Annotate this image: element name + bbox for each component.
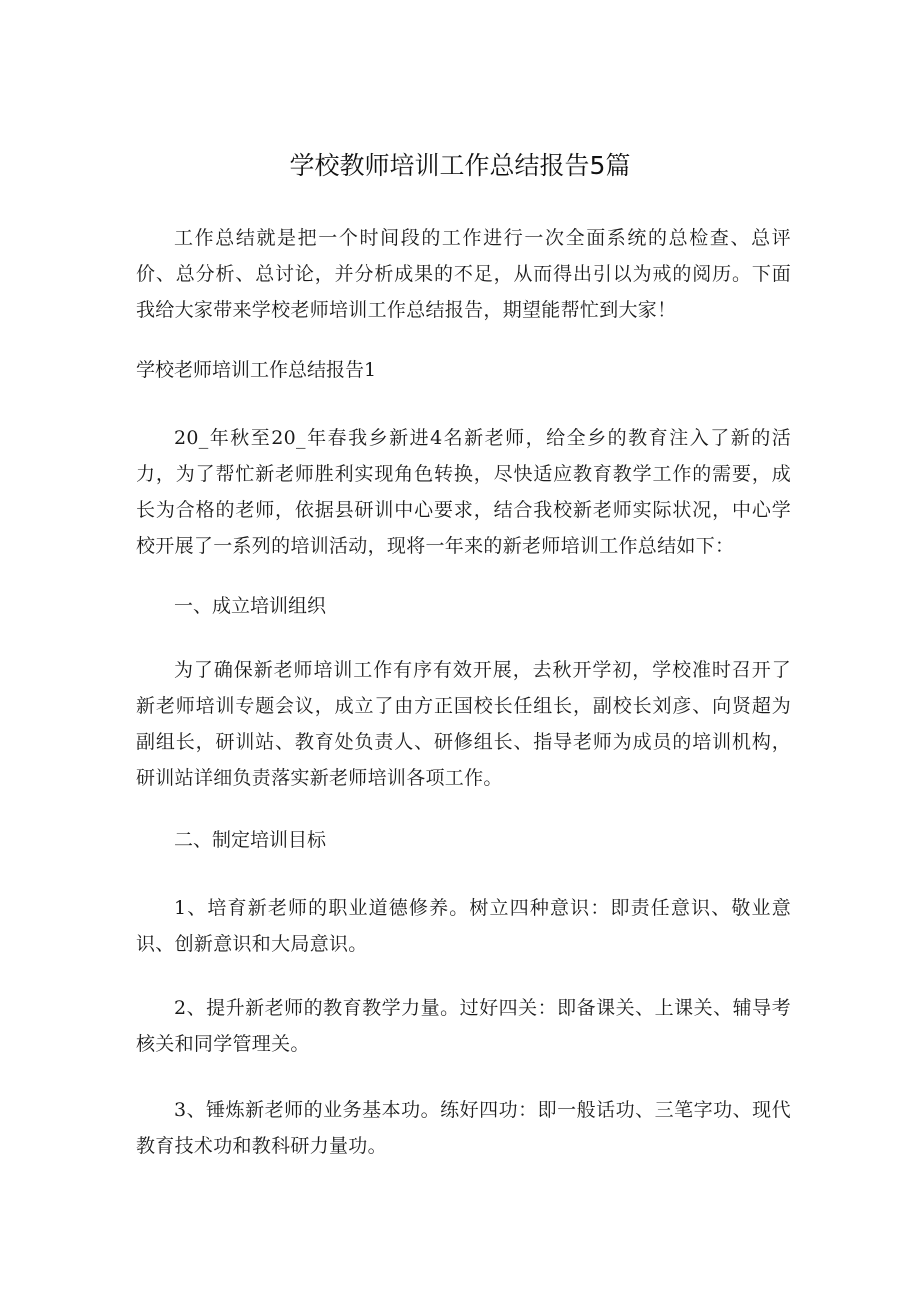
subheading-establish-organization: 一、成立培训组织 bbox=[174, 595, 327, 617]
intro-paragraph: 工作总结就是把一个时间段的工作进行一次全面系统的总检查、总评价、总分析、总讨论，并分析成果的不足，从而得出引以为戒的阅历。下面我给大家带来学校老师培训工作总结报告，期望能帮忙到大家！ bbox=[136, 227, 791, 321]
goal-item-1: 1、培育新老师的职业道德修养。树立四种意识：即责任意识、敬业意识、创新意识和大局意识。 bbox=[136, 897, 791, 955]
document-title: 学校教师培训工作总结报告5篇 bbox=[289, 151, 631, 180]
section-heading: 学校老师培训工作总结报告1 bbox=[136, 359, 377, 381]
goal-item-3: 3、锤炼新老师的业务基本功。练好四功：即一般话功、三笔字功、现代教育技术功和教科研力量功。 bbox=[136, 1099, 791, 1157]
subheading-training-goals: 二、制定培训目标 bbox=[174, 829, 327, 851]
goal-item-2: 2、提升新老师的教育教学力量。过好四关：即备课关、上课关、辅导考核关和同学管理关。 bbox=[136, 997, 791, 1055]
body-paragraph-2: 为了确保新老师培训工作有序有效开展，去秋开学初，学校准时召开了新老师培训专题会议，成立了由方正国校长任组长，副校长刘彦、向贤超为副组长，研训站、教育处负责人、研修组长、指导老师为成员的培训机构，研训站详细负责落实新老师培训各项工作。 bbox=[136, 659, 791, 789]
body-paragraph-1: 20_年秋至20_年春我乡新进4名新老师，给全乡的教育注入了新的活力，为了帮忙新老师胜利实现角色转换，尽快适应教育教学工作的需要，成长为合格的老师，依据县研训中心要求，结合我校新老师实际状况，中心学校开展了一系列的培训活动，现将一年来的新老师培训工作总结如下： bbox=[136, 427, 791, 557]
